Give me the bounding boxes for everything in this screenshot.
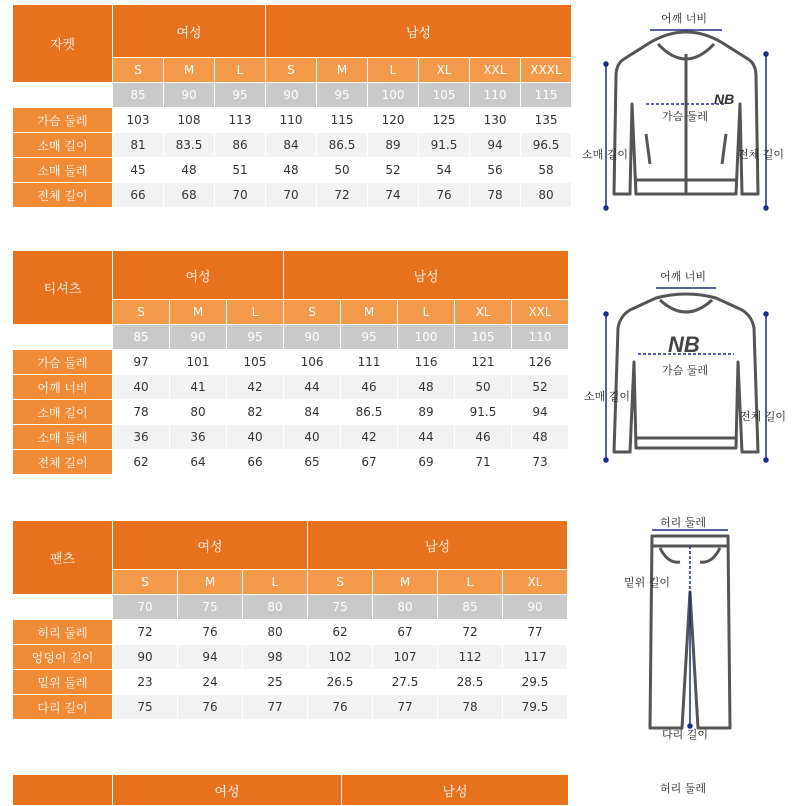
value-cell: 121 xyxy=(455,350,511,374)
row-label: 전체 길이 xyxy=(13,183,112,207)
value-cell: 40 xyxy=(227,425,283,449)
jacket-category-label: 자켓 xyxy=(13,5,112,82)
size-number-cell: 85 xyxy=(438,595,502,619)
value-cell: 89 xyxy=(398,400,454,424)
table-row xyxy=(13,620,567,644)
row-label: 소매 길이 xyxy=(13,133,112,157)
value-cell: 52 xyxy=(512,375,568,399)
tshirt-diagram xyxy=(576,262,796,468)
value-cell: 46 xyxy=(341,375,397,399)
value-cell: 81 xyxy=(113,133,163,157)
value-cell: 91.5 xyxy=(455,400,511,424)
pants-size-table-section xyxy=(12,520,568,720)
value-cell: 80 xyxy=(521,183,571,207)
value-cell: 28.5 xyxy=(438,670,502,694)
total-length-label: 전체 길이 xyxy=(738,148,785,161)
value-cell: 62 xyxy=(308,620,372,644)
size-cell: M xyxy=(373,570,437,594)
size-cell: M xyxy=(317,58,367,82)
value-cell: 48 xyxy=(512,425,568,449)
size-cell: XL xyxy=(455,300,511,324)
value-cell: 51 xyxy=(215,158,265,182)
value-cell: 42 xyxy=(227,375,283,399)
value-cell: 77 xyxy=(243,695,307,719)
value-cell: 94 xyxy=(512,400,568,424)
size-number-cell: 95 xyxy=(341,325,397,349)
row-label: 어깨 너비 xyxy=(13,375,112,399)
value-cell: 54 xyxy=(419,158,469,182)
value-cell: 72 xyxy=(317,183,367,207)
value-cell: 112 xyxy=(438,645,502,669)
table-row xyxy=(13,108,571,132)
rise-label: 밑위 길이 xyxy=(624,576,671,589)
value-cell: 97 xyxy=(113,350,169,374)
value-cell: 110 xyxy=(266,108,316,132)
row-label: 가슴 둘레 xyxy=(13,350,112,374)
value-cell: 44 xyxy=(284,375,340,399)
size-number-cell: 70 xyxy=(113,595,177,619)
value-cell: 101 xyxy=(170,350,226,374)
tshirt-category-label: 티셔츠 xyxy=(13,251,112,324)
value-cell: 77 xyxy=(373,695,437,719)
size-number-cell: 90 xyxy=(284,325,340,349)
value-cell: 69 xyxy=(398,450,454,474)
value-cell: 107 xyxy=(373,645,437,669)
value-cell: 70 xyxy=(266,183,316,207)
size-cell: M xyxy=(170,300,226,324)
pants-diagram xyxy=(610,512,770,748)
fourth-category-label xyxy=(13,775,112,805)
tshirt-men-header: 남성 xyxy=(284,251,568,299)
value-cell: 76 xyxy=(178,620,242,644)
blank-cell xyxy=(13,595,112,619)
value-cell: 108 xyxy=(164,108,214,132)
size-cell: L xyxy=(227,300,283,324)
table-row xyxy=(13,645,567,669)
value-cell: 96.5 xyxy=(521,133,571,157)
table-row xyxy=(13,425,568,449)
value-cell: 45 xyxy=(113,158,163,182)
value-cell: 62 xyxy=(113,450,169,474)
blank-cell xyxy=(13,83,112,107)
value-cell: 103 xyxy=(113,108,163,132)
value-cell: 25 xyxy=(243,670,307,694)
value-cell: 79.5 xyxy=(503,695,567,719)
value-cell: 80 xyxy=(170,400,226,424)
value-cell: 58 xyxy=(521,158,571,182)
size-number-cell: 95 xyxy=(227,325,283,349)
shoulder-width-label: 어깨 너비 xyxy=(661,12,708,25)
row-label: 허리 둘레 xyxy=(13,620,112,644)
waist-label: 허리 둘레 xyxy=(660,516,707,529)
pants-women-header: 여성 xyxy=(113,521,307,569)
value-cell: 71 xyxy=(455,450,511,474)
value-cell: 105 xyxy=(227,350,283,374)
pants-illustration xyxy=(610,512,770,748)
value-cell: 78 xyxy=(113,400,169,424)
value-cell: 40 xyxy=(113,375,169,399)
size-cell: L xyxy=(243,570,307,594)
size-number-cell: 110 xyxy=(512,325,568,349)
row-label: 다리 길이 xyxy=(13,695,112,719)
tshirt-women-header: 여성 xyxy=(113,251,283,299)
fourth-diagram xyxy=(610,778,770,800)
table-row xyxy=(13,158,571,182)
row-label: 밑위 둘레 xyxy=(13,670,112,694)
jacket-diagram xyxy=(576,4,796,214)
fourth-size-table-section xyxy=(12,774,569,806)
value-cell: 46 xyxy=(455,425,511,449)
shoulder-width-label: 어깨 너비 xyxy=(660,270,707,283)
value-cell: 68 xyxy=(164,183,214,207)
size-cell: XL xyxy=(419,58,469,82)
size-cell: L xyxy=(368,58,418,82)
size-cell: XL xyxy=(503,570,567,594)
size-cell: S xyxy=(113,570,177,594)
value-cell: 24 xyxy=(178,670,242,694)
size-cell: S xyxy=(284,300,340,324)
sleeve-length-label: 소매 길이 xyxy=(584,390,631,403)
value-cell: 72 xyxy=(438,620,502,644)
row-label: 소매 길이 xyxy=(13,400,112,424)
value-cell: 76 xyxy=(308,695,372,719)
brand-logo-icon: NB xyxy=(714,91,735,107)
jacket-women-header: 여성 xyxy=(113,5,265,57)
value-cell: 66 xyxy=(227,450,283,474)
value-cell: 86 xyxy=(215,133,265,157)
table-row xyxy=(13,400,568,424)
size-cell: L xyxy=(215,58,265,82)
value-cell: 74 xyxy=(368,183,418,207)
size-number-cell: 110 xyxy=(470,83,520,107)
fourth-size-table xyxy=(12,774,569,806)
value-cell: 90 xyxy=(113,645,177,669)
pants-size-table xyxy=(12,520,568,720)
size-number-cell: 80 xyxy=(243,595,307,619)
value-cell: 76 xyxy=(419,183,469,207)
value-cell: 86.5 xyxy=(317,133,367,157)
value-cell: 50 xyxy=(317,158,367,182)
value-cell: 84 xyxy=(284,400,340,424)
value-cell: 65 xyxy=(284,450,340,474)
value-cell: 130 xyxy=(470,108,520,132)
size-number-cell: 100 xyxy=(368,83,418,107)
tshirt-size-table xyxy=(12,250,569,475)
value-cell: 73 xyxy=(512,450,568,474)
value-cell: 115 xyxy=(317,108,367,132)
table-row xyxy=(13,375,568,399)
value-cell: 27.5 xyxy=(373,670,437,694)
value-cell: 44 xyxy=(398,425,454,449)
blank-cell xyxy=(13,325,112,349)
sleeve-length-label: 소매 길이 xyxy=(582,148,629,161)
value-cell: 26.5 xyxy=(308,670,372,694)
size-number-cell: 85 xyxy=(113,325,169,349)
value-cell: 94 xyxy=(178,645,242,669)
value-cell: 36 xyxy=(113,425,169,449)
value-cell: 56 xyxy=(470,158,520,182)
value-cell: 52 xyxy=(368,158,418,182)
size-number-cell: 90 xyxy=(503,595,567,619)
size-cell: XXL xyxy=(512,300,568,324)
table-row xyxy=(13,183,571,207)
size-number-cell: 115 xyxy=(521,83,571,107)
size-number-cell: 85 xyxy=(113,83,163,107)
value-cell: 126 xyxy=(512,350,568,374)
value-cell: 41 xyxy=(170,375,226,399)
value-cell: 23 xyxy=(113,670,177,694)
tshirt-size-table-section xyxy=(12,250,569,475)
value-cell: 82 xyxy=(227,400,283,424)
value-cell: 84 xyxy=(266,133,316,157)
chest-label: 가슴 둘레 xyxy=(662,110,709,123)
value-cell: 72 xyxy=(113,620,177,644)
value-cell: 125 xyxy=(419,108,469,132)
row-label: 전체 길이 xyxy=(13,450,112,474)
jacket-size-table-section xyxy=(12,4,572,208)
size-number-cell: 75 xyxy=(178,595,242,619)
table-row xyxy=(13,450,568,474)
size-cell: M xyxy=(178,570,242,594)
size-number-cell: 90 xyxy=(164,83,214,107)
value-cell: 78 xyxy=(470,183,520,207)
value-cell: 135 xyxy=(521,108,571,132)
value-cell: 102 xyxy=(308,645,372,669)
value-cell: 36 xyxy=(170,425,226,449)
value-cell: 77 xyxy=(503,620,567,644)
size-cell: XXXL xyxy=(521,58,571,82)
jacket-men-header: 남성 xyxy=(266,5,571,57)
value-cell: 75 xyxy=(113,695,177,719)
value-cell: 67 xyxy=(373,620,437,644)
value-cell: 120 xyxy=(368,108,418,132)
size-cell: L xyxy=(398,300,454,324)
size-cell: XXL xyxy=(470,58,520,82)
fourth-women-header: 여성 xyxy=(113,775,341,805)
pants-category-label: 팬츠 xyxy=(13,521,112,594)
value-cell: 78 xyxy=(438,695,502,719)
value-cell: 116 xyxy=(398,350,454,374)
value-cell: 80 xyxy=(243,620,307,644)
value-cell: 29.5 xyxy=(503,670,567,694)
value-cell: 86.5 xyxy=(341,400,397,424)
size-number-cell: 90 xyxy=(266,83,316,107)
size-cell: L xyxy=(438,570,502,594)
table-row xyxy=(13,133,571,157)
value-cell: 89 xyxy=(368,133,418,157)
size-cell: M xyxy=(341,300,397,324)
total-length-label: 전체 길이 xyxy=(740,410,787,423)
waist-label: 허리 둘레 xyxy=(660,782,707,795)
size-cell: S xyxy=(266,58,316,82)
value-cell: 98 xyxy=(243,645,307,669)
pants-men-header: 남성 xyxy=(308,521,567,569)
row-label: 엉덩이 길이 xyxy=(13,645,112,669)
size-number-cell: 105 xyxy=(419,83,469,107)
brand-logo-icon: NB xyxy=(668,332,700,357)
size-number-cell: 105 xyxy=(455,325,511,349)
table-row xyxy=(13,670,567,694)
size-number-cell: 95 xyxy=(215,83,265,107)
value-cell: 67 xyxy=(341,450,397,474)
value-cell: 64 xyxy=(170,450,226,474)
jacket-size-table xyxy=(12,4,572,208)
size-number-cell: 100 xyxy=(398,325,454,349)
size-number-cell: 75 xyxy=(308,595,372,619)
value-cell: 48 xyxy=(164,158,214,182)
size-cell: S xyxy=(113,58,163,82)
value-cell: 91.5 xyxy=(419,133,469,157)
size-number-cell: 90 xyxy=(170,325,226,349)
value-cell: 66 xyxy=(113,183,163,207)
value-cell: 40 xyxy=(284,425,340,449)
table-row xyxy=(13,695,567,719)
value-cell: 48 xyxy=(266,158,316,182)
table-row xyxy=(13,350,568,374)
row-label: 소매 둘레 xyxy=(13,158,112,182)
value-cell: 106 xyxy=(284,350,340,374)
value-cell: 113 xyxy=(215,108,265,132)
value-cell: 94 xyxy=(470,133,520,157)
value-cell: 42 xyxy=(341,425,397,449)
row-label: 소매 둘레 xyxy=(13,425,112,449)
fourth-men-header: 남성 xyxy=(342,775,568,805)
size-number-cell: 95 xyxy=(317,83,367,107)
size-number-cell: 80 xyxy=(373,595,437,619)
row-label: 가슴 둘레 xyxy=(13,108,112,132)
size-cell: S xyxy=(113,300,169,324)
leg-length-label: 다리 길이 xyxy=(662,728,709,741)
value-cell: 70 xyxy=(215,183,265,207)
value-cell: 76 xyxy=(178,695,242,719)
size-cell: M xyxy=(164,58,214,82)
value-cell: 50 xyxy=(455,375,511,399)
value-cell: 111 xyxy=(341,350,397,374)
value-cell: 117 xyxy=(503,645,567,669)
value-cell: 83.5 xyxy=(164,133,214,157)
value-cell: 48 xyxy=(398,375,454,399)
chest-label: 가슴 둘레 xyxy=(662,364,709,377)
size-cell: S xyxy=(308,570,372,594)
